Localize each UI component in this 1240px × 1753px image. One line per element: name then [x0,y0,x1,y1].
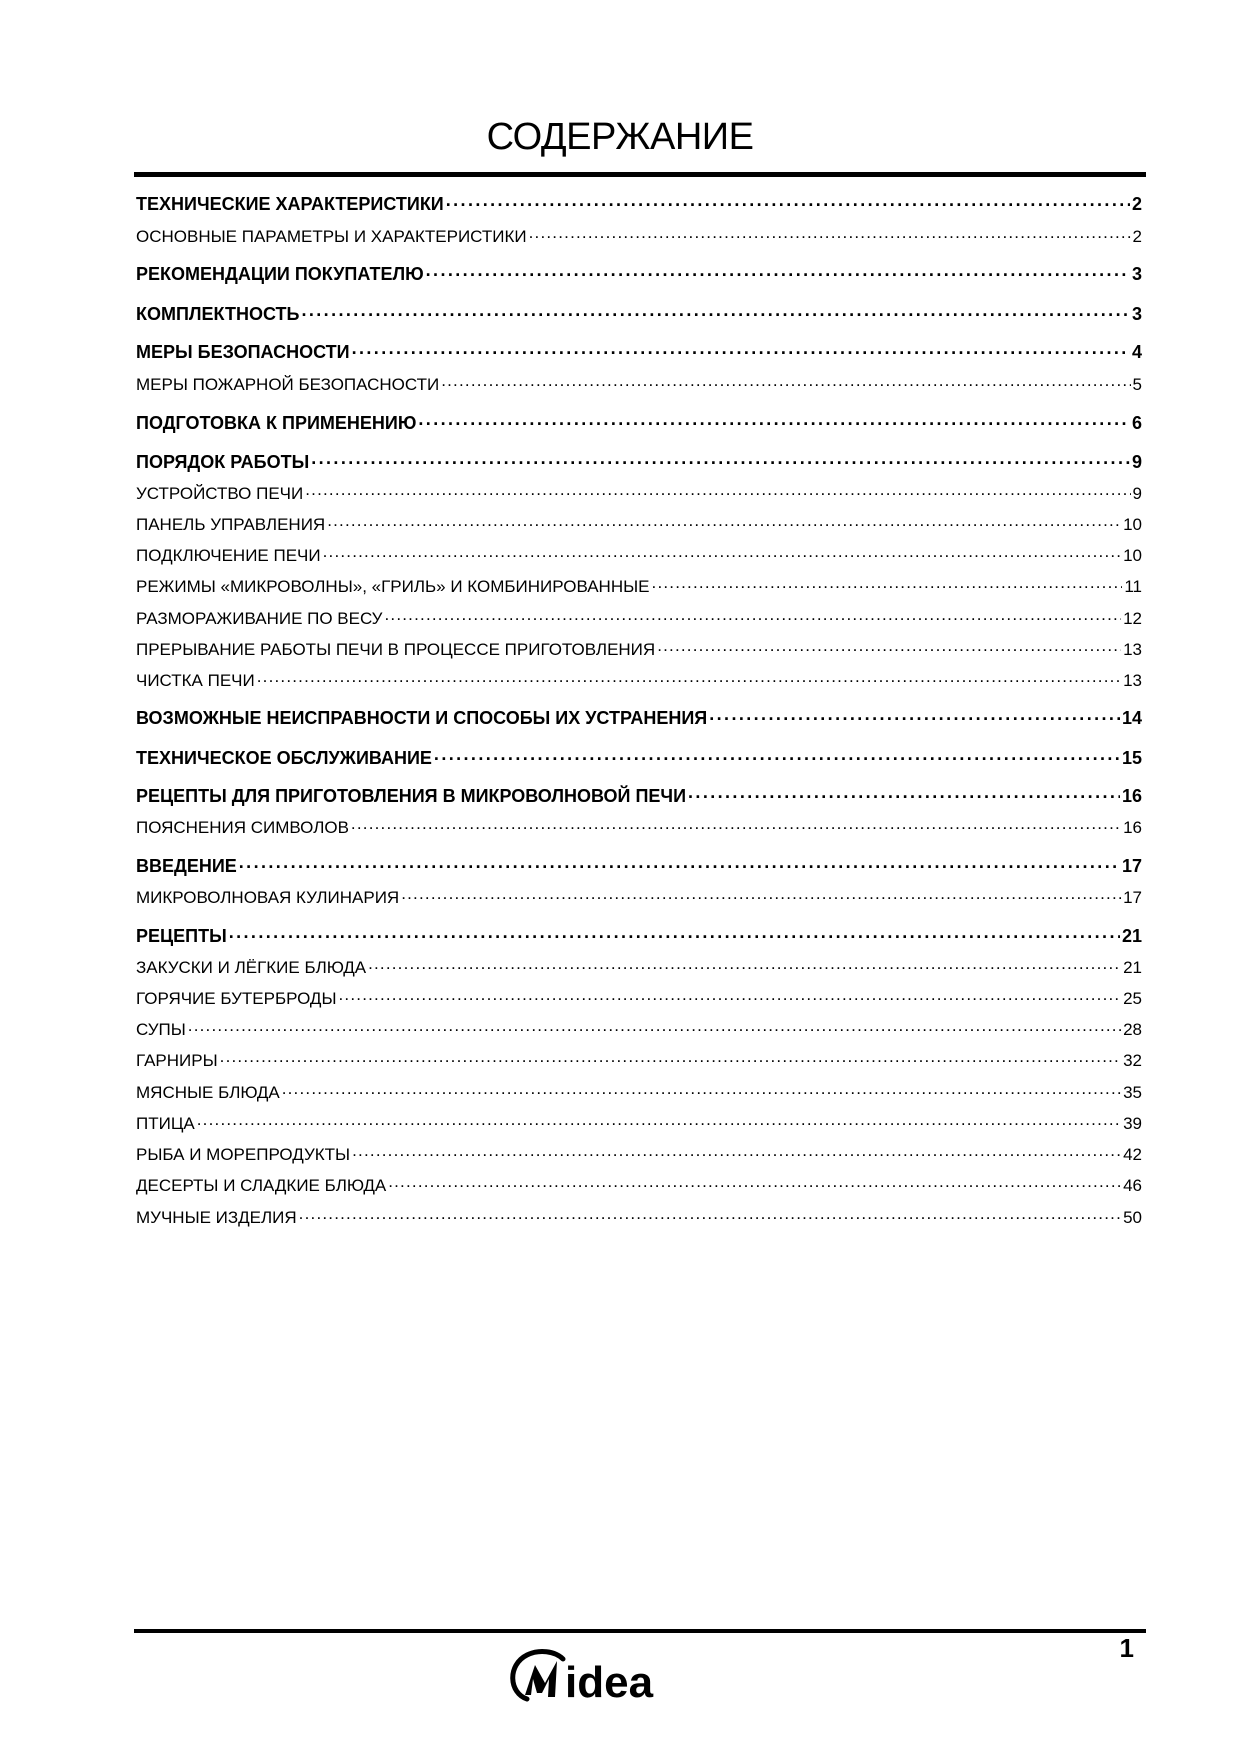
toc-dot-leader [339,987,1122,1004]
toc-entry-label: ПАНЕЛЬ УПРАВЛЕНИЯ [136,515,326,534]
toc-dot-leader [282,1081,1121,1098]
toc-entry-page-number: 42 [1123,1145,1142,1164]
toc-entry-page-number: 6 [1131,413,1142,433]
toc-entry-page-number: 3 [1131,304,1142,324]
toc-entry-label: ПРЕРЫВАНИЕ РАБОТЫ ПЕЧИ В ПРОЦЕССЕ ПРИГОТОВЛЕНИЯ [136,640,656,659]
toc-section-entry[interactable] [136,924,1142,947]
toc-dot-leader [220,1049,1121,1066]
toc-dot-leader [441,373,1130,390]
toc-dot-leader [327,513,1121,530]
toc-subsection-entry[interactable] [136,1112,1142,1134]
toc-entry-label: ПТИЦА [136,1114,195,1133]
toc-dot-leader [426,262,1130,280]
toc-dot-leader [434,746,1120,764]
toc-entry-page-number: 16 [1121,786,1142,806]
toc-dot-leader [657,638,1121,655]
toc-entry-page-number: 10 [1123,546,1142,565]
toc-dot-leader [197,1112,1121,1129]
toc-subsection-entry[interactable] [136,513,1142,535]
toc-entry-label: ГАРНИРЫ [136,1051,218,1070]
toc-entry-page-number: 28 [1123,1020,1142,1039]
toc-subsection-entry[interactable] [136,1018,1142,1040]
toc-entry-label: ЧИСТКА ПЕЧИ [136,671,255,690]
toc-entry-label: РЕЖИМЫ «МИКРОВОЛНЫ», «ГРИЛЬ» И КОМБИНИРОВАННЫЕ [136,577,650,596]
toc-entry-label: РЕЦЕПТЫ [136,926,227,946]
toc-subsection-entry[interactable] [136,816,1142,838]
toc-dot-leader [301,302,1130,320]
toc-subsection-entry[interactable] [136,482,1142,504]
bottom-divider [134,1629,1146,1633]
toc-entry-label: ПОДКЛЮЧЕНИЕ ПЕЧИ [136,546,321,565]
toc-subsection-entry[interactable] [136,544,1142,566]
toc-subsection-entry[interactable] [136,575,1142,597]
toc-dot-leader [239,854,1120,872]
toc-subsection-entry[interactable] [136,1081,1142,1103]
toc-entry-page-number: 32 [1123,1051,1142,1070]
toc-dot-leader [351,816,1121,833]
toc-subsection-entry[interactable] [136,638,1142,660]
toc-dot-leader [709,706,1120,724]
toc-entry-label: СУПЫ [136,1020,186,1039]
toc-entry-label: ЗАКУСКИ И ЛЁГКИЕ БЛЮДА [136,958,367,977]
toc-dot-leader [323,544,1121,561]
toc-entry-label: МИКРОВОЛНОВАЯ КУЛИНАРИЯ [136,888,400,907]
toc-dot-leader [401,886,1121,903]
top-divider [134,172,1146,177]
toc-section-entry[interactable] [136,340,1142,363]
toc-dot-leader [305,482,1130,499]
toc-dot-leader [229,924,1120,942]
toc-section-entry[interactable] [136,192,1142,215]
toc-entry-page-number: 39 [1123,1114,1142,1133]
toc-entry-label: МЕРЫ ПОЖАРНОЙ БЕЗОПАСНОСТИ [136,375,440,394]
toc-section-entry[interactable] [136,854,1142,877]
toc-subsection-entry[interactable] [136,987,1142,1009]
toc-section-entry[interactable] [136,784,1142,807]
toc-subsection-entry[interactable] [136,225,1142,247]
toc-entry-page-number: 10 [1123,515,1142,534]
toc-subsection-entry[interactable] [136,956,1142,978]
toc-entry-page-number: 25 [1123,989,1142,1008]
toc-entry-page-number: 5 [1132,375,1142,394]
toc-section-entry[interactable] [136,706,1142,729]
toc-dot-leader [384,607,1121,624]
toc-entry-page-number: 13 [1123,640,1142,659]
toc-entry-label: МЯСНЫЕ БЛЮДА [136,1083,280,1102]
toc-entry-page-number: 14 [1121,708,1142,728]
toc-entry-label: ТЕХНИЧЕСКИЕ ХАРАКТЕРИСТИКИ [136,194,444,214]
toc-dot-leader [652,575,1123,592]
toc-entry-label: ОСНОВНЫЕ ПАРАМЕТРЫ И ХАРАКТЕРИСТИКИ [136,227,527,246]
toc-entry-page-number: 50 [1123,1208,1142,1227]
toc-entry-page-number: 13 [1123,671,1142,690]
toc-entry-page-number: 2 [1131,194,1142,214]
toc-subsection-entry[interactable] [136,1143,1142,1165]
toc-subsection-entry[interactable] [136,1206,1142,1228]
toc-entry-page-number: 9 [1132,484,1142,503]
toc-subsection-entry[interactable] [136,607,1142,629]
toc-section-entry[interactable] [136,302,1142,325]
toc-entry-page-number: 11 [1124,577,1142,596]
toc-entry-label: ДЕСЕРТЫ И СЛАДКИЕ БЛЮДА [136,1176,387,1195]
toc-entry-label: РАЗМОРАЖИВАНИЕ ПО ВЕСУ [136,609,383,628]
toc-dot-leader [446,192,1130,210]
midea-logo [505,1643,705,1713]
toc-subsection-entry[interactable] [136,373,1142,395]
toc-dot-leader [299,1206,1121,1223]
toc-entry-page-number: 15 [1121,748,1142,768]
toc-section-entry[interactable] [136,450,1142,473]
toc-entry-page-number: 21 [1123,958,1142,977]
toc-dot-leader [311,450,1130,468]
toc-subsection-entry[interactable] [136,886,1142,908]
toc-subsection-entry[interactable] [136,1049,1142,1071]
toc-entry-page-number: 12 [1123,609,1142,628]
toc-section-entry[interactable] [136,411,1142,434]
toc-entry-label: ПОДГОТОВКА К ПРИМЕНЕНИЮ [136,413,417,433]
toc-entry-label: ГОРЯЧИЕ БУТЕРБРОДЫ [136,989,337,1008]
toc-dot-leader [368,956,1121,973]
page-number: 1 [1119,1633,1134,1663]
toc-entry-label: ВВЕДЕНИЕ [136,856,237,876]
toc-entry-label: ПОЯСНЕНИЯ СИМВОЛОВ [136,818,349,837]
toc-dot-leader [188,1018,1121,1035]
toc-entry-label: РЕЦЕПТЫ ДЛЯ ПРИГОТОВЛЕНИЯ В МИКРОВОЛНОВОЙ ПЕЧИ [136,786,687,806]
toc-entry-label: МУЧНЫЕ ИЗДЕЛИЯ [136,1208,297,1227]
toc-entry-page-number: 17 [1123,888,1142,907]
toc-dot-leader [529,225,1131,242]
toc-entry-label: КОМПЛЕКТНОСТЬ [136,304,300,324]
toc-dot-leader [688,784,1120,802]
toc-entry-label: ПОРЯДОК РАБОТЫ [136,452,310,472]
toc-section-entry[interactable] [136,262,1142,285]
toc-entry-page-number: 16 [1123,818,1142,837]
toc-entry-page-number: 2 [1132,227,1142,246]
toc-entry-label: РЕКОМЕНДАЦИИ ПОКУПАТЕЛЮ [136,264,424,284]
toc-entry-label: УСТРОЙСТВО ПЕЧИ [136,484,304,503]
toc-entry-page-number: 46 [1123,1176,1142,1195]
toc-entry-page-number: 9 [1131,452,1142,472]
toc-entry-label: РЫБА И МОРЕПРОДУКТЫ [136,1145,351,1164]
toc-section-entry[interactable] [136,746,1142,769]
page-title: СОДЕРЖАНИЕ [486,116,754,158]
toc-entry-page-number: 17 [1121,856,1142,876]
toc-subsection-entry[interactable] [136,1174,1142,1196]
toc-dot-leader [388,1174,1121,1191]
toc-dot-leader [352,1143,1121,1160]
toc-dot-leader [418,411,1130,429]
toc-entry-label: ВОЗМОЖНЫЕ НЕИСПРАВНОСТИ И СПОСОБЫ ИХ УСТРАНЕНИЯ [136,708,708,728]
toc-entry-label: ТЕХНИЧЕСКОЕ ОБСЛУЖИВАНИЕ [136,748,432,768]
toc-dot-leader [352,340,1130,358]
toc-entry-page-number: 3 [1131,264,1142,284]
toc-entry-label: МЕРЫ БЕЗОПАСНОСТИ [136,342,350,362]
toc-entry-page-number: 4 [1131,342,1142,362]
toc-entry-page-number: 35 [1123,1083,1142,1102]
toc-subsection-entry[interactable] [136,669,1142,691]
toc-dot-leader [257,669,1121,686]
toc-entry-page-number: 21 [1121,926,1142,946]
logo-wordmark: idea [565,1658,654,1707]
